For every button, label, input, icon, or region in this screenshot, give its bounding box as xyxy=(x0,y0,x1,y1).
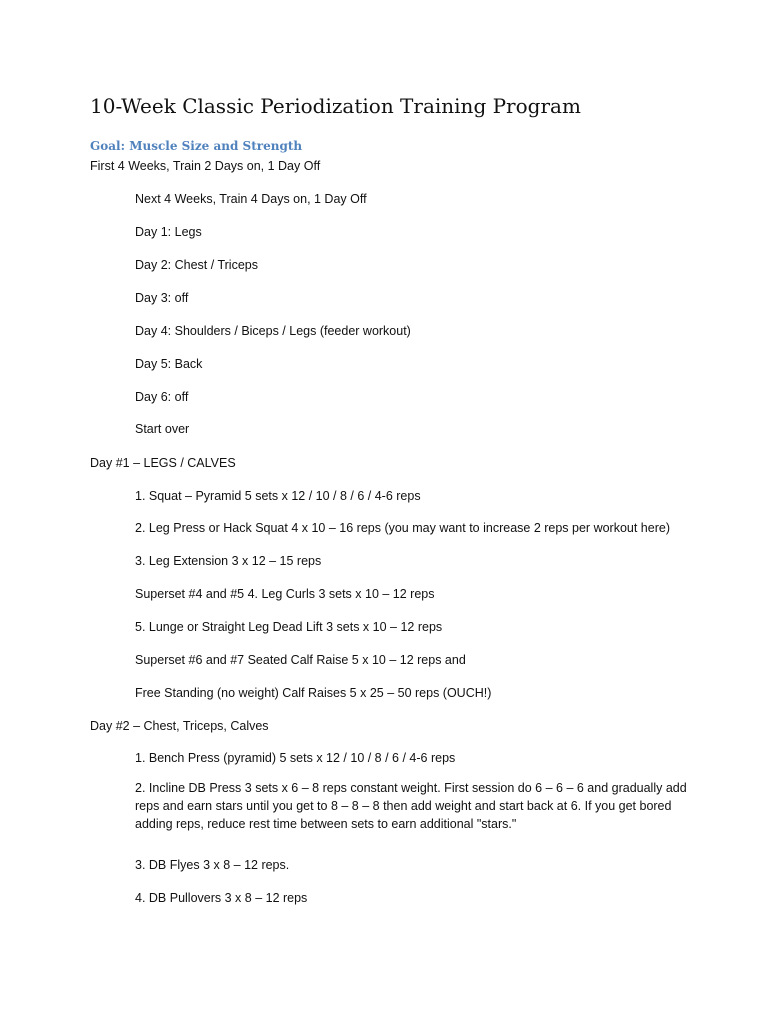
day2-item-2: 2. Incline DB Press 3 sets x 6 – 8 reps constant weight. First session do 6 – 6 – 6 and gradually add reps and earn stars until you get to 8 – 8 – 8 then add weight and start back at 6. If you get bored adding reps, reduce rest time between sets to earn additional "stars." xyxy=(135,781,687,831)
day1-item-6: Superset #6 and #7 Seated Calf Raise 5 x 10 – 12 reps and xyxy=(135,653,466,667)
schedule-day-3 xyxy=(135,289,188,307)
day1-item-3: 3. Leg Extension 3 x 12 – 15 reps xyxy=(135,554,322,568)
schedule-day-2 xyxy=(135,256,258,274)
schedule-day-1 xyxy=(135,223,202,241)
document-title: 10-Week Classic Periodization Training Program xyxy=(90,94,581,118)
schedule-day-label: Day 1: xyxy=(135,225,172,239)
day2-item-1: 1. Bench Press (pyramid) 5 sets x 12 / 10 / 8 / 6 / 4-6 reps xyxy=(135,751,456,765)
start-over-line: Start over xyxy=(135,422,190,436)
schedule-day-label: Day 5: xyxy=(135,357,172,371)
schedule-day-6 xyxy=(135,388,188,406)
schedule-day-text: off xyxy=(171,390,189,404)
schedule-day-text: Back xyxy=(171,357,203,371)
day2-item-3: 3. DB Flyes 3 x 8 – 12 reps. xyxy=(135,858,290,872)
day1-item-5: 5. Lunge or Straight Leg Dead Lift 3 sets x 10 – 12 reps xyxy=(135,620,443,634)
day1-item-4: Superset #4 and #5 4. Leg Curls 3 sets x 10 – 12 reps xyxy=(135,587,435,601)
schedule-day-5 xyxy=(135,355,202,373)
schedule-day-text: Legs xyxy=(171,225,202,239)
schedule-day-label: Day 3: xyxy=(135,291,172,305)
day2-heading: Day #2 – Chest, Triceps, Calves xyxy=(90,719,269,733)
next-weeks-line: Next 4 Weeks, Train 4 Days on, 1 Day Off xyxy=(135,192,367,206)
day1-heading: Day #1 – LEGS / CALVES xyxy=(90,456,236,470)
day1-item-2: 2. Leg Press or Hack Squat 4 x 10 – 16 reps (you may want to increase 2 reps per workout here) xyxy=(135,521,670,535)
schedule-day-label: Day 4: xyxy=(135,324,172,338)
schedule-day-text: off xyxy=(171,291,189,305)
day2-item-4: 4. DB Pullovers 3 x 8 – 12 reps xyxy=(135,891,308,905)
schedule-day-text: Chest / Triceps xyxy=(171,258,258,272)
first-weeks-line: First 4 Weeks, Train 2 Days on, 1 Day Off xyxy=(90,159,321,173)
schedule-day-text: Shoulders / Biceps / Legs (feeder workout) xyxy=(171,324,411,338)
day1-item-1: 1. Squat – Pyramid 5 sets x 12 / 10 / 8 / 6 / 4-6 reps xyxy=(135,489,421,503)
schedule-day-label: Day 6: xyxy=(135,390,172,404)
schedule-day-label: Day 2: xyxy=(135,258,172,272)
goal-heading: Goal: Muscle Size and Strength xyxy=(90,139,303,153)
day1-item-7: Free Standing (no weight) Calf Raises 5 x 25 – 50 reps (OUCH!) xyxy=(135,686,492,700)
schedule-day-4 xyxy=(135,322,411,340)
